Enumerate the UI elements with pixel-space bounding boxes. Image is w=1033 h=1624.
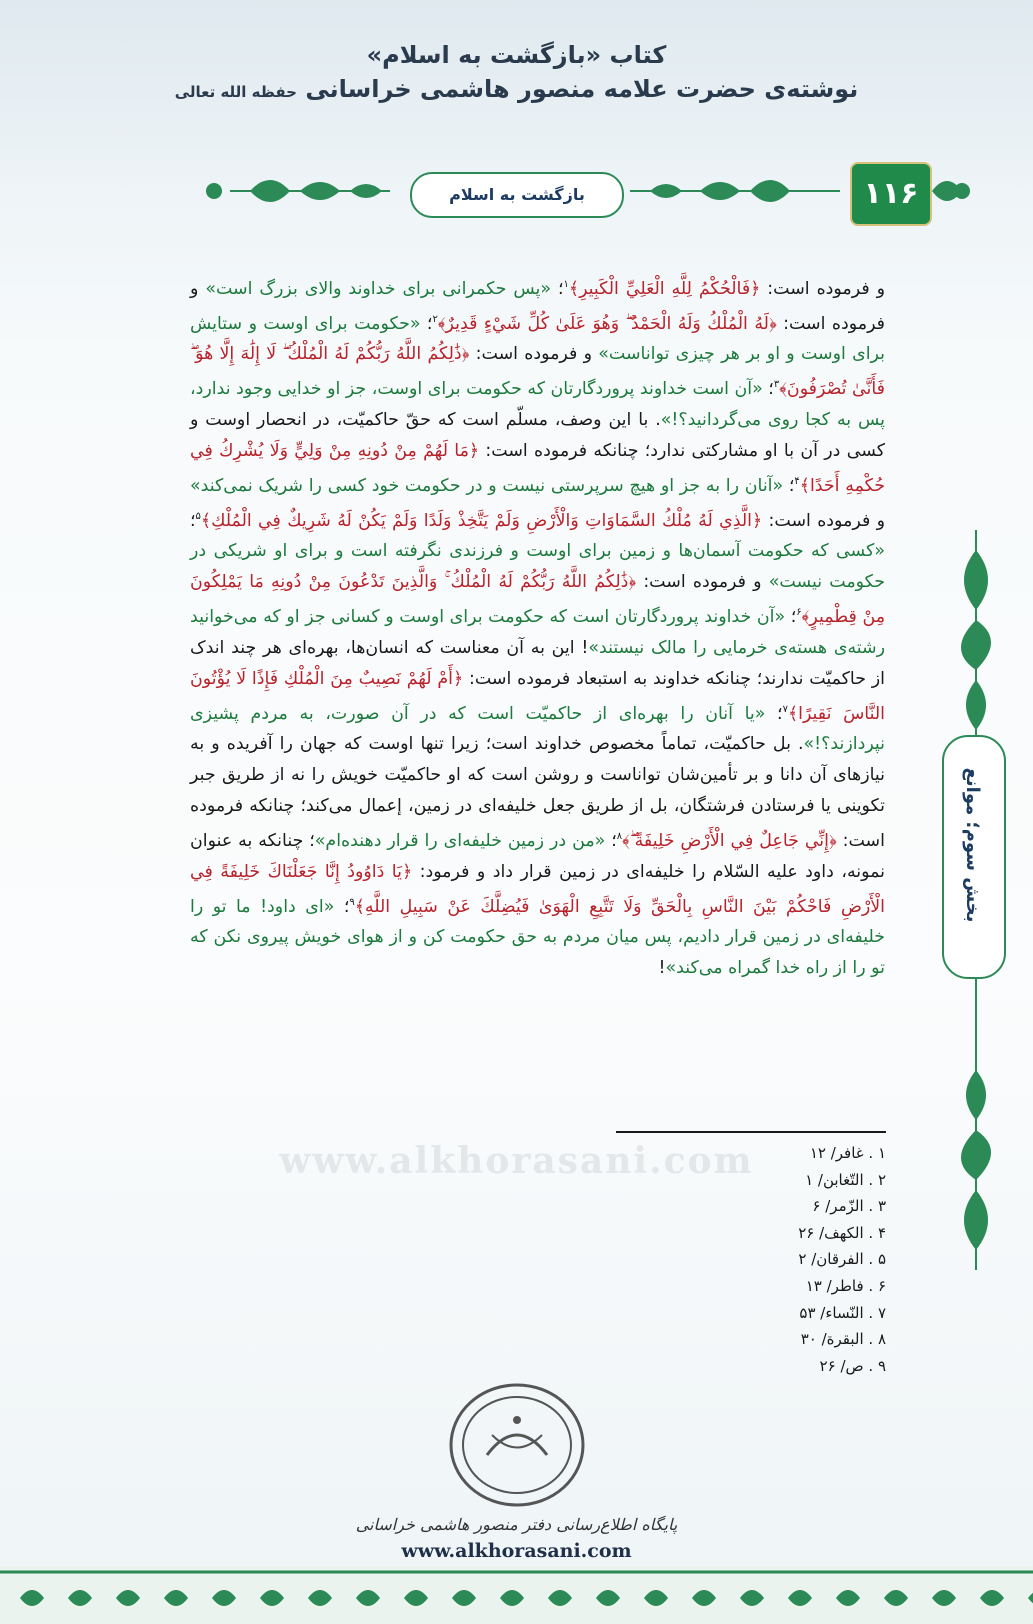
quran-verse: ﴿فَالْحُكْمُ لِلَّهِ الْعَلِيِّ الْكَبِيرِ﴾ xyxy=(568,278,761,299)
running-head: بازگشت به اسلام xyxy=(410,172,624,218)
text-run: و فرموده است: xyxy=(636,572,769,593)
book-title: کتاب «بازگشت به اسلام» xyxy=(366,41,667,69)
book-header xyxy=(0,38,1033,109)
footnote-item: ۸ . البقرة/ ۳۰ xyxy=(800,1330,886,1349)
quran-verse: ﴿أَمْ لَهُمْ نَصِيبٌ مِنَ الْمُلْكِ فَإِذًا لَا يُؤْتُونَ النَّاسَ نَقِيرًا﴾ xyxy=(190,668,885,724)
footnote-rule xyxy=(616,1131,886,1133)
seal-caption: پایگاه اطلاع‌رسانی دفتر منصور هاشمی خراسانی xyxy=(355,1515,678,1534)
verse-translation: «کسی که حکومت آسمان‌ها و زمین برای اوست و فرزندی نگرفته است و برای او شریکی در حکومت نیست» xyxy=(190,541,885,593)
bottom-ornament-border xyxy=(0,1566,1033,1624)
footnote-ref: ۷ xyxy=(782,703,788,715)
text-run: ؛ xyxy=(190,510,196,531)
text-run: و فرموده است: xyxy=(762,510,886,531)
text-run: . با این وصف، مسلّم است که حقّ حاکمیّت، در انحصار اوست و کسی در آن با او مشارکتی ندارد؛ چنانکه فرموده است: xyxy=(190,410,885,461)
text-run: و فرموده است: xyxy=(469,344,599,365)
text-run: ؛ xyxy=(762,379,774,400)
quran-verse: ﴿يَا دَاوُودُ إِنَّا جَعَلْنَاكَ خَلِيفَةً فِي الْأَرْضِ فَاحْكُمْ بَيْنَ النَّاسِ بِالْحَقِّ وَلَا تَتَّبِعِ الْهَوَىٰ فَيُضِلَّكَ عَنْ سَبِيلِ اللَّهِ﴾ xyxy=(190,861,886,917)
quran-verse: ﴿ذَٰلِكُمُ اللَّهُ رَبُّكُمْ لَهُ الْمُلْكُ ۖ لَا إِلَٰهَ إِلَّا هُوَ ۖ فَأَنَّىٰ تُصْرَفُونَ﴾ xyxy=(190,344,885,400)
quran-verse: ﴿الَّذِي لَهُ مُلْكُ السَّمَاوَاتِ وَالْأَرْضِ وَلَمْ يَتَّخِذْ وَلَدًا وَلَمْ يَكُنْ لَهُ شَرِيكٌ فِي الْمُلْكِ﴾ xyxy=(200,510,763,531)
verse-translation: «آن خداوند پروردگارتان است که حکومت برای اوست و کسانی جز او که می‌خوانید رشته‌ی هسته‌ی خرمایی را مالک نیستند» xyxy=(190,606,885,658)
text-run: ؛ xyxy=(783,475,795,496)
seal-logo xyxy=(447,1380,587,1510)
quran-verse: ﴿إِنِّي جَاعِلٌ فِي الْأَرْضِ خَلِيفَةً ۖ﴾ xyxy=(622,830,837,851)
footnotes xyxy=(616,1140,886,1379)
verse-translation: «یا آنان را بهره‌ای از حاکمیّت است که در آن صورت، به مردم پشیزی نپردازند؟!» xyxy=(190,703,885,755)
verse-translation: «آنان را به جز او هیچ سرپرستی نیست و در حکومت خود کسی را شریک نمی‌کند» xyxy=(190,475,784,496)
footnote-ref: ۴ xyxy=(794,475,800,487)
footnote-item: ۶ . فاطر/ ۱۳ xyxy=(805,1276,886,1295)
text-run: ؛ xyxy=(551,278,564,299)
footnote-item: ۴ . الکهف/ ۲۶ xyxy=(798,1223,886,1242)
paragraph xyxy=(190,270,885,984)
footnote-ref: ۳ xyxy=(773,379,780,391)
footnote-item: ۵ . الفرقان/ ۲ xyxy=(798,1250,886,1269)
text-run: . بل حاکمیّت، تماماً مخصوص خداوند است؛ زیرا تنها اوست که جهان را آفریده و به نیازهای آن دانا و بر تأمین‌شان تواناست و روشن است که او حاکمیّت خویش را نه از طریق جبر تکوینی یا فرستادن فرشتگان، بل از طریق جعل خلیفه‌ای در زمین، إعمال می‌کند؛ چنانکه فرموده است: xyxy=(190,734,885,851)
site-url[interactable]: www.alkhorasani.com xyxy=(401,1540,632,1562)
footnote-ref: ۶ xyxy=(796,607,802,619)
footnote-ref: ۹ xyxy=(349,896,355,908)
text-run: و فرموده است: xyxy=(760,278,885,299)
text-run: ؛ xyxy=(420,313,433,334)
footnote-item: ۲ . التّغابن/ ۱ xyxy=(805,1170,886,1189)
footnote-item: ۱ . غافر/ ۱۲ xyxy=(809,1144,886,1162)
footnote-item: ۷ . النّساء/ ۵۳ xyxy=(799,1303,886,1322)
body-text xyxy=(190,270,885,984)
author-honorific: حفظه الله تعالی xyxy=(174,83,297,101)
text-run: ؛ xyxy=(765,703,783,724)
verse-translation: «ای داود! ما تو را خلیفه‌ای در زمین قرار دادیم، پس میان مردم به حق حکومت کن و از هوای خویش پیروی نکن که تو را از راه خدا گمراه می‌کند» xyxy=(190,896,885,979)
text-run: ؛ چنانکه به عنوان نمونه، داود علیه السّلام را خلیفه‌ای در زمین قرار داد و فرمود: xyxy=(190,830,885,882)
verse-translation: «پس حکمرانی برای خداوند والای بزرگ است» xyxy=(205,278,552,299)
text-run: ؛ xyxy=(334,896,350,917)
footnote-item: ۳ . الزّمر/ ۶ xyxy=(812,1197,886,1216)
section-tab-label: بخش سوم؛ موانع xyxy=(962,767,983,923)
text-run: ؛ xyxy=(785,606,797,627)
footnote-ref: ۸ xyxy=(616,830,623,842)
page-number: ۱۱۶ xyxy=(850,162,932,226)
text-run: و فرموده است: xyxy=(190,278,885,334)
watermark: www.alkhorasani.com xyxy=(279,1140,754,1182)
quran-verse: ﴿مَا لَهُمْ مِنْ دُونِهِ مِنْ وَلِيٍّ وَلَا يُشْرِكُ فِي حُكْمِهِ أَحَدًا﴾ xyxy=(190,440,885,496)
text-run: ! xyxy=(658,958,666,979)
text-run: ! این به آن معناست که انسان‌ها، بهره‌ای هر چند اندک از حاکمیّت ندارند؛ چنانکه خداوند به استبعاد فرموده است: xyxy=(190,637,886,689)
verse-translation: «من در زمین خلیفه‌ای را قرار دهنده‌ام» xyxy=(314,830,606,851)
quran-verse: ﴿ذَٰلِكُمُ اللَّهُ رَبُّكُمْ لَهُ الْمُلْكُ ۚ وَالَّذِينَ تَدْعُونَ مِنْ دُونِهِ مَا يَمْلِكُونَ مِنْ قِطْمِيرٍ﴾ xyxy=(190,572,886,627)
footnote-item: ۹ . ص/ ۲۶ xyxy=(819,1356,886,1375)
footnote-ref: ۲ xyxy=(432,313,438,325)
quran-verse: ﴿لَهُ الْمُلْكُ وَلَهُ الْحَمْدُ ۖ وَهُوَ عَلَىٰ كُلِّ شَيْءٍ قَدِيرٌ﴾ xyxy=(437,313,777,334)
verse-translation: «آن است خداوند پروردگارتان که حکومت برای اوست، جز او خدایی وجود ندارد، پس به کجا روی می‌گردانید؟!» xyxy=(190,379,885,431)
footnote-ref: ۱ xyxy=(563,279,569,290)
verse-translation: «حکومت برای اوست و ستایش برای اوست و او بر هر چیزی تواناست» xyxy=(190,313,885,365)
book-subtitle xyxy=(0,72,1033,109)
text-run: ؛ xyxy=(605,830,617,851)
footnote-ref: ۵ xyxy=(195,510,201,522)
author-line: نوشته‌ی حضرت علامه منصور هاشمی خراسانی xyxy=(305,75,859,103)
